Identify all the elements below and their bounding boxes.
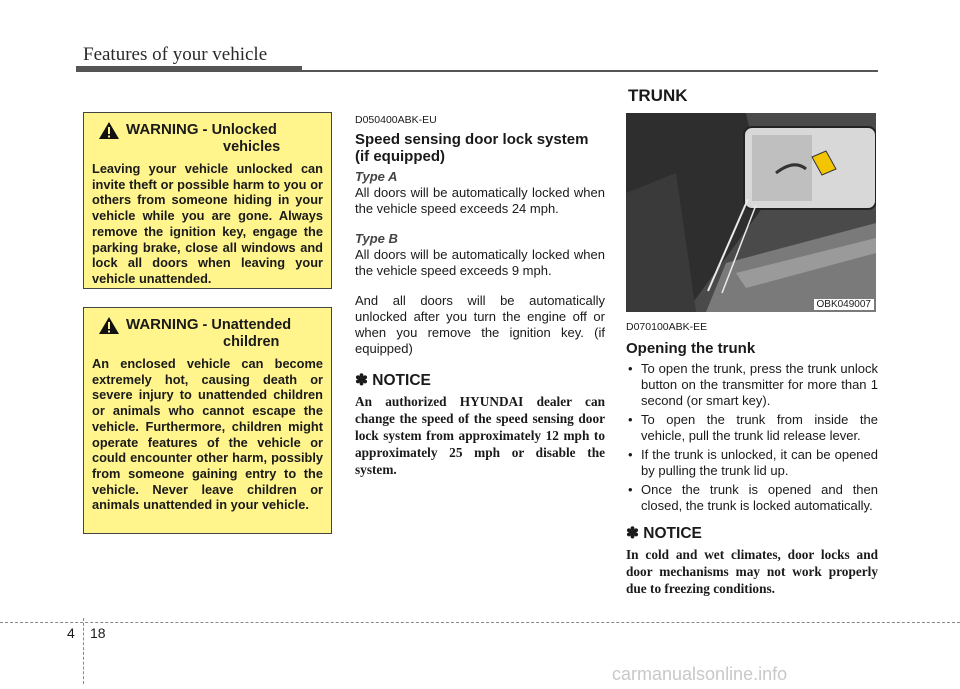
section-number: 4 <box>67 625 75 641</box>
speed-lock-section <box>355 112 605 478</box>
section-code: D070100ABK-EE <box>626 321 708 333</box>
type-b-label: Type B <box>355 231 398 246</box>
warning-topic: Unlocked <box>211 122 277 138</box>
footer-divider <box>83 618 84 684</box>
trunk-lever-photo <box>626 113 876 312</box>
list-item: • Once the trunk is opened and then closed, the trunk is locked automatically. <box>626 482 878 514</box>
warning-label: WARNING <box>126 316 199 333</box>
opening-trunk-section <box>626 319 878 597</box>
page-number: 18 <box>90 625 106 641</box>
footer-rule <box>0 622 960 624</box>
header-rule-thin <box>302 70 878 72</box>
section-title-line1: Speed sensing door lock system <box>355 131 589 148</box>
warning-box-unlocked-vehicles <box>83 112 332 289</box>
trunk-instructions-list <box>626 361 878 514</box>
list-item: • To open the trunk from inside the vehicle, pull the trunk lid release lever. <box>626 412 878 444</box>
trunk-lever-illustration <box>626 113 876 312</box>
trunk-section-title: TRUNK <box>628 86 688 105</box>
section-title: Opening the trunk <box>626 340 756 357</box>
section-code: D050400ABK-EU <box>355 114 437 126</box>
warning-dash: - <box>202 121 208 138</box>
warning-topic-line2: vehicles <box>223 139 281 155</box>
warning-label: WARNING <box>126 121 199 138</box>
warning-heading <box>92 121 323 156</box>
warning-topic: Unattended <box>211 317 292 333</box>
warning-box-unattended-children <box>83 307 332 534</box>
warning-triangle-icon <box>98 121 120 140</box>
warning-dash: - <box>202 317 208 333</box>
warning-topic-line2: children <box>223 334 280 350</box>
section-title-line2: (if equipped) <box>355 148 445 165</box>
notice-body: An authorized HYUNDAI dealer can change the speed of the speed sensing door lock system from approximately 12 mph to approximately 25 mph or disable the system. <box>355 394 605 477</box>
warning-heading <box>92 316 323 351</box>
image-reference-label: OBK049007 <box>814 299 875 310</box>
watermark: carmanualsonline.info <box>612 664 788 684</box>
page-header-title: Features of your vehicle <box>83 44 268 65</box>
type-a-label: Type A <box>355 169 398 184</box>
notice-body: In cold and wet climates, door locks and door mechanisms may not work properly due to freezing conditions. <box>626 547 878 596</box>
list-item: • If the trunk is unlocked, it can be opened by pulling the trunk lid up. <box>626 447 878 479</box>
notice-title: ✽ NOTICE <box>626 525 702 542</box>
section-title <box>355 131 605 165</box>
warning-body: Leaving your vehicle unlocked can invite theft or possible harm to you or others from someone hiding in your vehicle while you are gone. Always remove the ignition key, engage the parking brake, close all windows and lock all doors when leaving your vehicle unattended. <box>92 161 323 286</box>
header-rule-thick <box>76 66 302 72</box>
warning-body: An enclosed vehicle can become extremely hot, causing death or severe injury to unattended children or animals who cannot escape the vehicle. Furthermore, children might operate features of the vehicle or could encounter other harm, possibly from someone gaining entry to the vehicle. Never leave children or animals unattended in your vehicle. <box>92 356 323 513</box>
auto-unlock-text: And all doors will be automatically unlocked after you turn the engine off or when you remove the ignition key. (if equipped) <box>355 293 605 356</box>
list-item: • To open the trunk, press the trunk unlock button on the transmitter for more than 1 second (or smart key). <box>626 361 878 409</box>
type-b-text: All doors will be automatically locked when the vehicle speed exceeds 9 mph. <box>355 247 605 278</box>
type-a-text: All doors will be automatically locked when the vehicle speed exceeds 24 mph. <box>355 185 605 216</box>
notice-title: ✽ NOTICE <box>355 372 431 389</box>
warning-triangle-icon <box>98 316 120 335</box>
